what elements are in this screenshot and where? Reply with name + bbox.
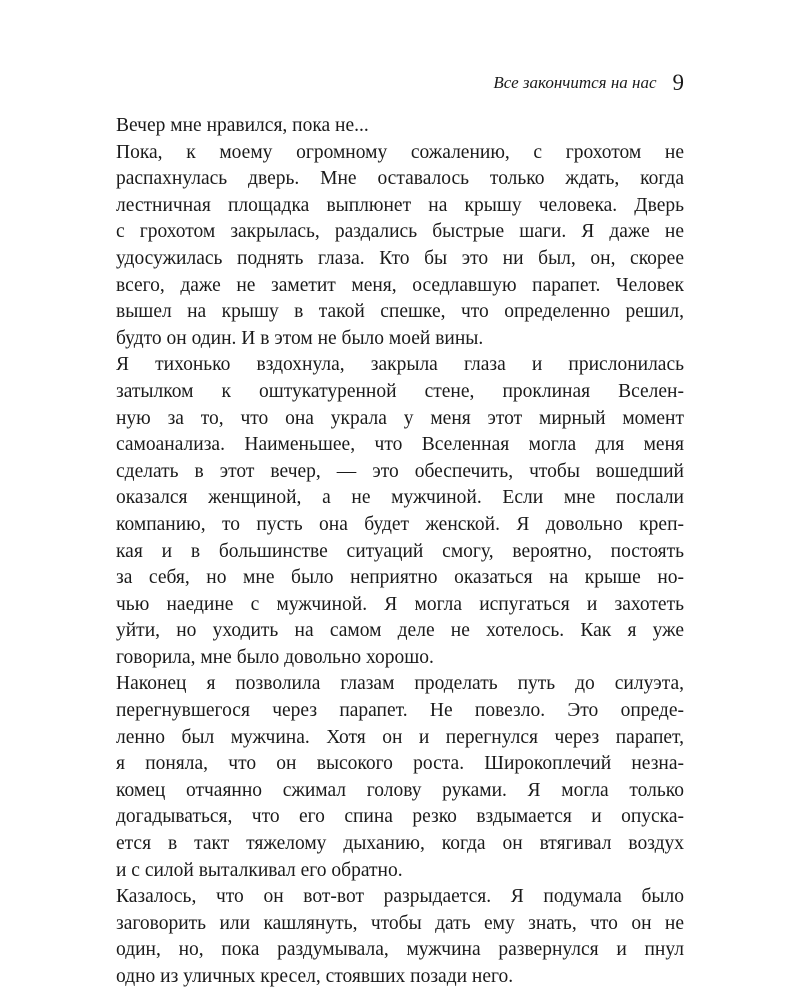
text-line: заговорить или кашлянуть, чтобы дать ему знать, что он не — [116, 912, 684, 934]
text-line: затылком к оштукатуренной стене, проклиная Вселен- — [116, 380, 684, 402]
text-line: самоанализа. Наименьшее, что Вселенная могла для меня — [116, 434, 684, 456]
text-line: один, но, пока раздумывала, мужчина развернулся и пнул — [116, 939, 684, 961]
text-line: комец отчаянно сжимал голову руками. Я могла только — [116, 779, 684, 801]
paragraph — [116, 352, 684, 671]
body-text — [116, 113, 684, 991]
text-line: Я тихонько вздохнула, закрыла глаза и прислонилась — [116, 354, 684, 376]
text-line: и с силой выталкивал его обратно. — [116, 859, 403, 881]
text-line: ется в такт тяжелому дыханию, когда он втягивал воздух — [116, 833, 684, 855]
text-line: Наконец я позволила глазам проделать путь до силуэта, — [116, 673, 684, 695]
running-title: Все закончится на нас — [493, 73, 657, 92]
text-line: сделать в этот вечер, — это обеспечить, чтобы вошедший — [116, 460, 684, 482]
text-line: лестничная площадка выплюнет на крышу человека. Дверь — [116, 194, 684, 216]
text-line: я поняла, что он высокого роста. Широкоплечий незна- — [116, 753, 684, 775]
text-line: за себя, но мне было неприятно оказаться на крыше но- — [116, 567, 684, 589]
text-line: Пока, к моему огромному сожалению, с грохотом не — [116, 141, 684, 163]
text-line: удосужилась поднять глаза. Кто бы это ни был, он, скорее — [116, 247, 684, 269]
text-line: одно из уличных кресел, стоявших позади него. — [116, 966, 514, 987]
text-line: Казалось, что он вот-вот разрыдается. Я подумала было — [116, 886, 684, 908]
text-line: Вечер мне нравился, пока не... — [116, 115, 369, 136]
text-line: перегнувшегося через парапет. Не повезло. Это опреде- — [116, 700, 684, 722]
text-line: ленно был мужчина. Хотя он и перегнулся через парапет, — [116, 726, 684, 748]
text-line: компанию, то пусть она будет женской. Я довольно креп- — [116, 513, 684, 535]
text-line: ную за то, что она украла у меня этот мирный момент — [116, 407, 684, 429]
text-line: догадываться, что его спина резко вздымается и опуска- — [116, 806, 684, 828]
text-line: говорила, мне было довольно хорошо. — [116, 646, 434, 668]
text-line: будто он один. И в этом не было моей вины. — [116, 327, 484, 349]
text-line: всего, даже не заметит меня, оседлавшую парапет. Человек — [116, 274, 684, 296]
paragraph — [116, 113, 684, 140]
text-line: оказался женщиной, а не мужчиной. Если мне послали — [116, 487, 684, 509]
paragraph — [116, 671, 684, 884]
page-number: 9 — [672, 70, 684, 95]
text-line: с грохотом закрылась, раздались быстрые шаги. Я даже не — [116, 221, 684, 243]
text-line: уйти, но уходить на самом деле не хотелось. Как я уже — [116, 620, 684, 642]
text-line: вышел на крышу в такой спешке, что определенно решил, — [116, 301, 684, 323]
paragraph — [116, 140, 684, 353]
paragraph — [116, 884, 684, 990]
text-line: чью наедине с мужчиной. Я могла испугаться и захотеть — [116, 593, 684, 615]
text-line: кая и в большинстве ситуаций смогу, вероятно, постоять — [116, 540, 684, 562]
text-line: распахнулась дверь. Мне оставалось только ждать, когда — [116, 168, 684, 190]
running-header — [116, 70, 684, 96]
